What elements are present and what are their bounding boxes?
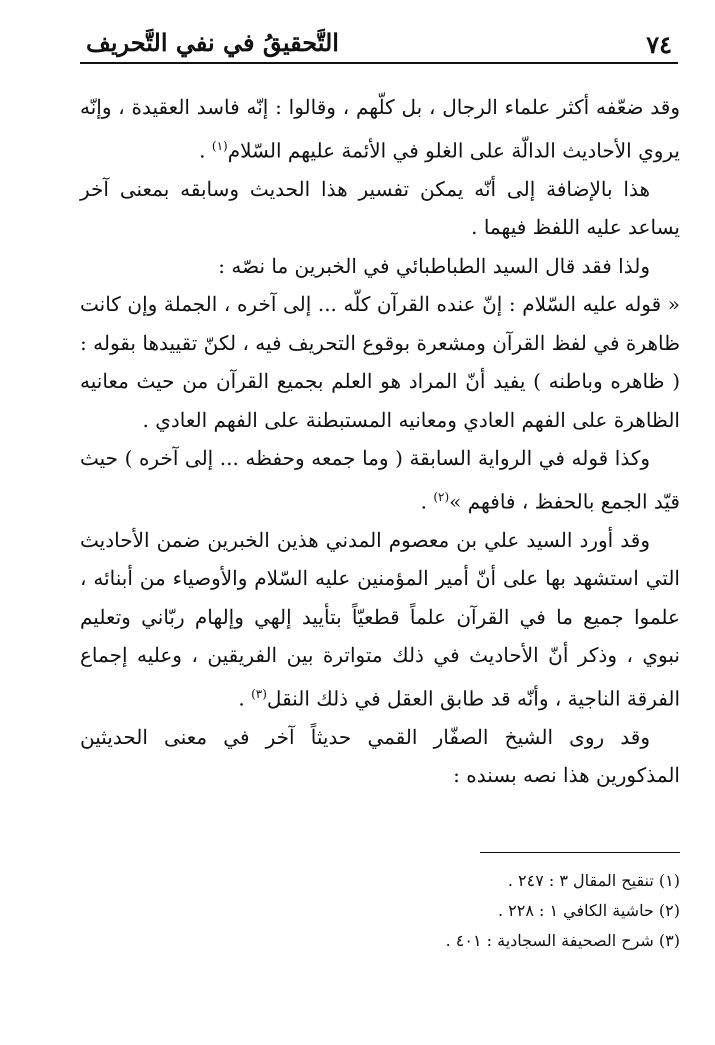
running-title: التَّحقيقُ في نفي التَّحريف (86, 28, 339, 57)
paragraph-text: ولذا فقد قال السيد الطباطبائي في الخبرين ما نصّه : (218, 253, 650, 278)
footnote-2: (٢) حاشية الكافي ١ : ٢٢٨ . (497, 901, 680, 920)
page-header (80, 26, 678, 62)
footnote-ref: (١) (211, 138, 228, 153)
footnotes (80, 866, 680, 956)
footnote-ref: (٢) (433, 489, 450, 504)
footnote-3: (٣) شرح الصحيفة السجادية : ٤٠١ . (445, 931, 680, 950)
paragraph-5 (80, 439, 680, 521)
paragraph-text: وكذا قوله في الرواية السابقة ( وما جمعه وحفظه ... إلى آخره ) حيث قيّد الجمع بالحفظ ، فافهم » (80, 446, 680, 514)
page-number: ٧٤ (646, 30, 672, 59)
paragraph-tail: . (199, 138, 212, 163)
paragraph-4 (80, 285, 680, 439)
paragraph-text: وقد ضعّفه أكثر علماء الرجال ، بل كلّهم ، وقالوا : إنّه فاسد العقيدة ، وإنّه يروي الأحاديث الدالّة على الغلو في الأئمة عليهم السّلام (80, 95, 680, 163)
paragraph-7 (80, 718, 680, 795)
paragraph-text: وقد أورد السيد علي بن معصوم المدني هذين الخبرين ضمن الأحاديث التي استشهد بها على أنّ أمير المؤمنين عليه السّلام والأوصياء من أبنائه ، علموا جميع ما في القرآن علماً قطعيّاً بتأييد إلهي وإلهام ربّاني وتعليم نبوي ، وذكر أنّ الأحاديث في ذلك متواترة بين الفريقين ، وعليه إجماع الفرقة الناجية ، وأنّه قد طابق العقل في ذلك النقل (80, 527, 680, 711)
paragraph-text: هذا بالإضافة إلى أنّه يمكن تفسير هذا الحديث وسابقه بمعنى آخر يساعد عليه اللفظ فيهما . (80, 176, 680, 240)
paragraph-text: « قوله عليه السّلام : إنّ عنده القرآن كلّه ... إلى آخره ، الجملة وإن كانت ظاهرة في لفظ القرآن ومشعرة بوقوع التحريف فيه ، لكنّ تقييدها بقوله : ( ظاهره وباطنه ) يفيد أنّ المراد هو العلم بجميع القرآن من حيث معانيه الظاهرة على الفهم العادي ومعانيه المستبطنة على الفهم العادي . (80, 292, 680, 432)
footnote-1: (١) تنقيح المقال ٣ : ٢٤٧ . (507, 871, 680, 890)
header-rule (80, 62, 678, 64)
footnote-ref: (٣) (251, 686, 267, 701)
paragraph-text: وقد روى الشيخ الصفّار القمي حديثاً آخر في معنى الحديثين المذكورين هذا نصه بسنده : (80, 724, 680, 788)
footnote-rule (480, 852, 680, 853)
paragraph-2 (80, 170, 680, 247)
paragraph-1 (80, 88, 680, 170)
paragraph-tail: . (420, 489, 434, 514)
paragraph-6 (80, 521, 680, 718)
paragraph-tail: . (238, 686, 252, 711)
paragraph-3 (80, 247, 680, 286)
body-text (80, 88, 680, 795)
